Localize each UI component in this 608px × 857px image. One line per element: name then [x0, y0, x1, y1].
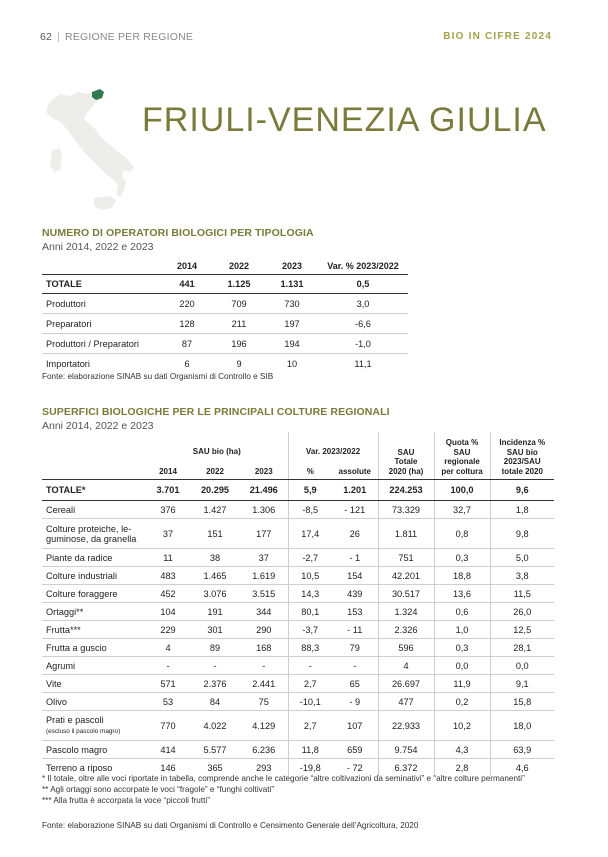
table-row: Cereali 376 1.427 1.306 -8,5 - 121 73.329 32,7 1,8 — [42, 501, 554, 519]
operators-table — [42, 257, 408, 373]
column-header: 2022 — [212, 257, 266, 275]
column-group-header: SAU bio (ha) — [146, 432, 288, 456]
footnote: * Il totale, oltre alle voci riportate in tabella, comprende anche le categorie “altre coltivazioni da seminativi” e “altre colture permanenti” — [42, 774, 525, 783]
table-row: Produttori / Preparatori 87 196 194 -1,0 — [42, 334, 408, 354]
table-row: Prati e pascoli (escluso il pascolo magro) 770 4.022 4.129 2,7 107 22.933 10,2 18,0 — [42, 711, 554, 741]
page-header — [40, 31, 552, 47]
table-row: Frutta*** 229 301 290 -3,7 - 11 2.326 1,0 12,5 — [42, 621, 554, 639]
table-row: Frutta a guscio 4 89 168 88,3 79 596 0,3 28,1 — [42, 639, 554, 657]
table-row: Produttori 220 709 730 3,0 — [42, 294, 408, 314]
table-row: Agrumi - - - - - 4 0,0 0,0 — [42, 657, 554, 675]
section-name: REGIONE PER REGIONE — [65, 31, 194, 43]
column-header: 2023 — [240, 456, 288, 480]
table-row: Terreno a riposo 146 365 293 -19,8 - 72 6.372 2,8 4,6 — [42, 759, 554, 777]
column-header: assolute — [332, 456, 378, 480]
table-row: Colture proteiche, le- guminose, da granella 37 151 177 17,4 26 1.811 0,8 9,8 — [42, 519, 554, 549]
operators-subtitle: Anni 2014, 2022 e 2023 — [42, 241, 154, 253]
footnote: *** Alla frutta è accorpata la voce “piccoli frutti” — [42, 796, 210, 805]
column-header: Quota % SAU regionale per coltura — [434, 432, 490, 480]
surfaces-source: Fonte: elaborazione SINAB su dati Organismi di Controllo e Censimento Generale dell’Agricoltura, 2020 — [42, 821, 419, 830]
surfaces-title: SUPERFICI BIOLOGICHE PER LE PRINCIPALI COLTURE REGIONALI — [42, 406, 390, 418]
table-row: Preparatori 128 211 197 -6,6 — [42, 314, 408, 334]
table-row: Importatori 6 9 10 11,1 — [46, 358, 372, 369]
sicily-shape — [94, 196, 116, 210]
table-row: Colture industriali 483 1.465 1.619 10,5 154 42.201 18,8 3,8 — [42, 567, 554, 585]
table-header-row — [42, 432, 554, 456]
column-header: Var. % 2023/2022 — [318, 257, 408, 275]
table-header-row — [42, 257, 408, 275]
page-number: 62 — [40, 31, 53, 43]
table-row: Colture foraggere 452 3.076 3.515 14,3 439 30.517 13,6 11,5 — [42, 585, 554, 603]
column-header: Incidenza % SAU bio 2023/SAU totale 2020 — [490, 432, 554, 480]
table-row: Ortaggi** 104 191 344 80,1 153 1.324 0,6 26,0 — [42, 603, 554, 621]
surfaces-subtitle: Anni 2014, 2022 e 2023 — [42, 420, 154, 432]
italy-map-icon — [38, 86, 140, 216]
column-header: 2023 — [266, 257, 318, 275]
column-group-header: Var. 2023/2022 — [288, 432, 378, 456]
table-notes — [42, 773, 525, 806]
column-header: 2014 — [162, 257, 212, 275]
surfaces-table — [42, 432, 554, 776]
total-row: TOTALE* 3.701 20.295 21.496 5,9 1.201 224.253 100,0 9,6 — [42, 480, 554, 501]
operators-source: Fonte: elaborazione SINAB su dati Organismi di Controllo e SIB — [42, 372, 274, 381]
sardinia-shape — [50, 148, 62, 172]
table-row: Olivo 53 84 75 -10,1 - 9 477 0,2 15,8 — [42, 693, 554, 711]
table-row: Vite 571 2.376 2.441 2,7 65 26.697 11,9 9,1 — [42, 675, 554, 693]
operators-title: NUMERO DI OPERATORI BIOLOGICI PER TIPOLOGIA — [42, 227, 314, 239]
table-row: Pascolo magro 414 5.577 6.236 11,8 659 9.754 4,3 63,9 — [42, 741, 554, 759]
column-header: 2014 — [146, 456, 190, 480]
publication-title: BIO IN CIFRE 2024 — [443, 31, 552, 42]
column-header: 2022 — [190, 456, 240, 480]
italy-shape — [46, 90, 134, 198]
column-header: % — [288, 456, 332, 480]
region-highlight — [92, 89, 104, 100]
total-row: TOTALE 441 1.125 1.131 0,5 — [42, 275, 408, 294]
header-separator: | — [57, 31, 61, 43]
footnote: ** Agli ortaggi sono accorpate le voci “fragole” e “funghi coltivati” — [42, 785, 275, 794]
page-title: FRIULI-VENEZIA GIULIA — [142, 101, 547, 139]
table-row: Piante da radice 11 38 37 -2,7 - 1 751 0,3 5,0 — [42, 549, 554, 567]
column-header: SAU Totale 2020 (ha) — [378, 432, 434, 480]
